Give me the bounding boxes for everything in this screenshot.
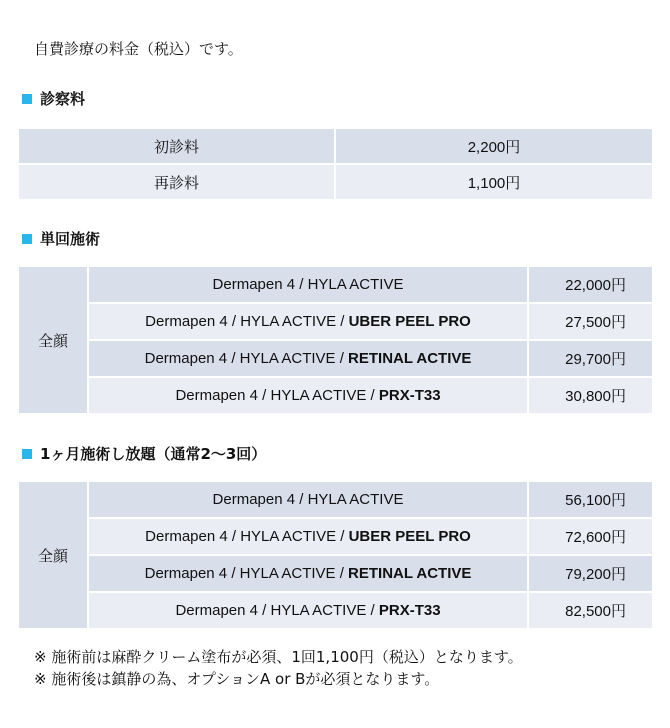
treatment-name: Dermapen 4 / HYLA ACTIVE [89,482,527,517]
square-bullet-icon [22,449,32,459]
treatment-price: 56,100円 [529,482,652,517]
intro-text: 自費診療の料金（税込）です。 [34,40,243,58]
table-row [19,341,652,376]
section-heading-consultation [22,88,85,109]
table-row [19,267,652,302]
treatment-price: 79,200円 [529,556,652,591]
treatment-price: 72,600円 [529,519,652,554]
table-row [19,129,652,163]
fee-price: 2,200円 [336,129,652,163]
treatment-name: Dermapen 4 / HYLA ACTIVE / RETINAL ACTIVE [89,556,527,591]
square-bullet-icon [22,234,32,244]
section-heading-label: 1ヶ月施術し放題（通常2〜3回） [40,445,267,463]
treatment-name: Dermapen 4 / HYLA ACTIVE / PRX-T33 [89,593,527,628]
table-row [19,593,652,628]
fee-label: 再診料 [19,165,334,199]
treatment-price: 29,700円 [529,341,652,376]
table-row [19,378,652,413]
section-heading-monthly-unlimited [22,443,266,464]
note-anesthesia: ※ 施術前は麻酔クリーム塗布が必須、1回1,100円（税込）となります。 [34,648,523,666]
table-row [19,482,652,517]
treatment-name: Dermapen 4 / HYLA ACTIVE / UBER PEEL PRO [89,519,527,554]
square-bullet-icon [22,94,32,104]
fee-price: 1,100円 [336,165,652,199]
section-heading-label: 診察料 [40,90,86,108]
single-treatment-table [17,265,654,415]
section-heading-label: 単回施術 [40,230,101,248]
treatment-price: 22,000円 [529,267,652,302]
treatment-price: 27,500円 [529,304,652,339]
group-label: 全顔 [19,482,87,628]
monthly-unlimited-table [17,480,654,630]
consultation-fee-table [17,127,654,201]
treatment-name: Dermapen 4 / HYLA ACTIVE [89,267,527,302]
treatment-price: 82,500円 [529,593,652,628]
treatment-name: Dermapen 4 / HYLA ACTIVE / PRX-T33 [89,378,527,413]
table-row [19,519,652,554]
treatment-name: Dermapen 4 / HYLA ACTIVE / RETINAL ACTIVE [89,341,527,376]
note-sedation: ※ 施術後は鎮静の為、オプションA or Bが必須となります。 [34,670,440,688]
group-label: 全顔 [19,267,87,413]
fee-label: 初診料 [19,129,334,163]
table-row [19,304,652,339]
treatment-name: Dermapen 4 / HYLA ACTIVE / UBER PEEL PRO [89,304,527,339]
section-heading-single-treatment [22,228,100,249]
notes [34,646,523,690]
treatment-price: 30,800円 [529,378,652,413]
table-row [19,165,652,199]
table-row [19,556,652,591]
